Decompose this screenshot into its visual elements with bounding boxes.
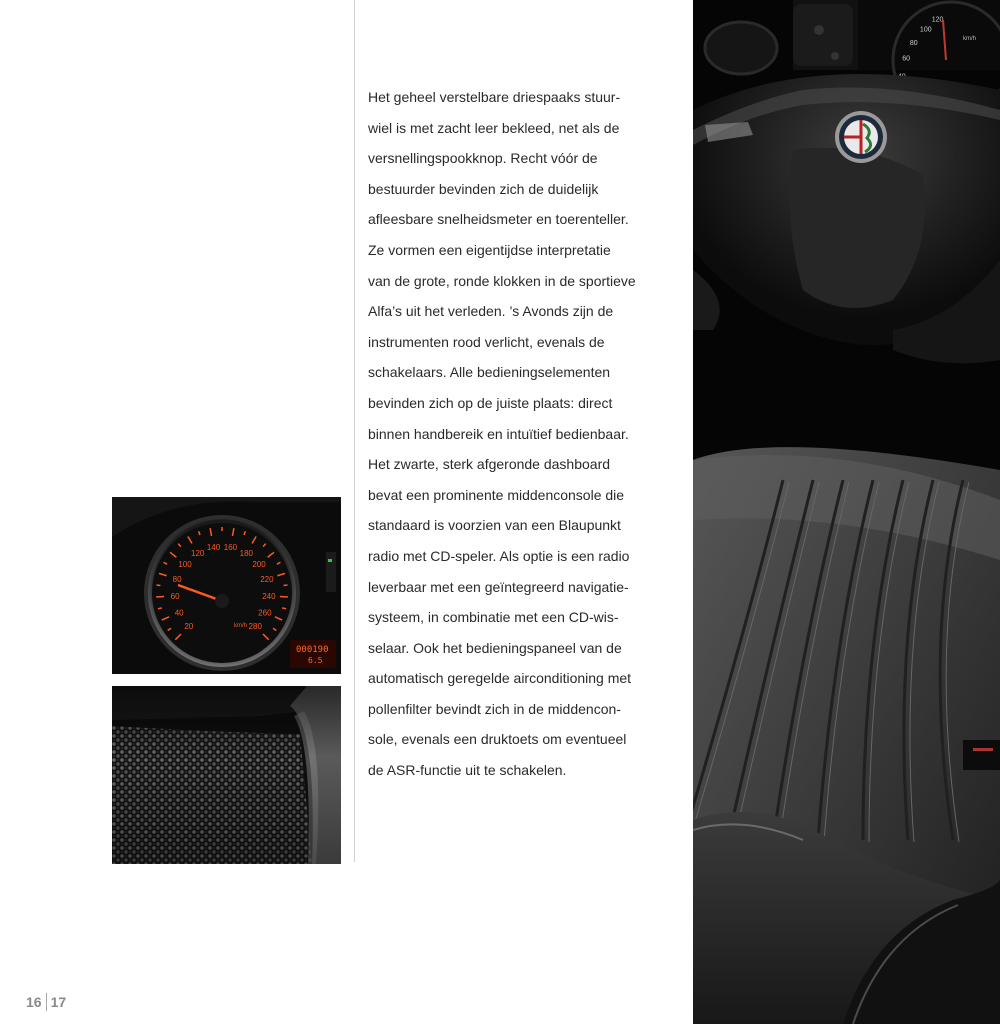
speedometer-tick-label: 120: [191, 548, 205, 558]
article-line: instrumenten rood verlicht, evenals de: [368, 333, 605, 350]
article-line: radio met CD-speler. Als optie is een radio: [368, 547, 630, 564]
speedometer-tick-label: 40: [174, 608, 184, 618]
article-line: selaar. Ook het bedieningspaneel van de: [368, 639, 622, 656]
speedometer-tick-label: 260: [258, 608, 272, 618]
article-line: Alfa’s uit het verleden. ’s Avonds zijn de: [368, 303, 614, 320]
article-body: [368, 82, 673, 786]
article-line: systeem, in combinatie met een CD-wis-: [368, 609, 619, 626]
interior-gauge-tick-label: 60: [902, 55, 911, 63]
article-line: afleesbare snelheidsmeter en toerenteller.: [368, 211, 629, 228]
speedometer-tick-label: 160: [223, 542, 238, 552]
speedometer-tick: [158, 608, 162, 609]
speedometer-tick: [282, 608, 286, 609]
speedometer-unit: km/h: [234, 623, 248, 629]
article-line: bevinden zich op de juiste plaats: direct: [368, 394, 613, 411]
speedometer-tick-label: 200: [252, 560, 266, 570]
interior-gauge-tick-label: 120: [931, 16, 944, 24]
interior-illustration: [693, 0, 1000, 1024]
interior-gauge-unit: km/h: [963, 36, 977, 42]
speedometer-photo: [112, 497, 341, 674]
speedometer-tick-label: 180: [239, 548, 253, 558]
page-number-divider: [46, 993, 47, 1011]
seat-fabric-photo: [112, 686, 341, 864]
speedometer-tick-label: 20: [184, 622, 194, 632]
article-line: standaard is voorzien van een Blaupunkt: [368, 517, 621, 534]
article-line: automatisch geregelde airconditioning met: [368, 670, 632, 687]
speedometer-tick-label: 140: [206, 542, 221, 552]
article-line: binnen handbereik en intuïtief bedienbaar.: [368, 425, 629, 442]
interior-gauge-tick-label: 100: [919, 26, 932, 34]
article-line: bestuurder bevinden zich de duidelijk: [368, 180, 599, 197]
odometer-reading: 000190: [296, 645, 329, 655]
seat-fabric-illustration: [112, 686, 341, 864]
article-line: schakelaars. Alle bedieningselementen: [368, 364, 611, 381]
speedometer-tick-label: 60: [170, 591, 180, 601]
trip-reading: 6.5: [308, 656, 323, 665]
article-line: Ze vormen een eigentijdse interpretatie: [368, 241, 611, 258]
speedometer-tick-label: 80: [172, 575, 182, 585]
speedometer-tick-label: 100: [178, 560, 192, 570]
article-line: Het zwarte, sterk afgeronde dashboard: [368, 456, 611, 473]
article-line: Het geheel verstelbare driespaaks stuur-: [368, 89, 621, 105]
article-line: pollenfilter bevindt zich in de middencon-: [368, 700, 621, 717]
article-line: bevat een prominente middenconsole die: [368, 486, 625, 503]
interior-gauge-tick-label: 80: [909, 39, 918, 47]
page-numbers: [26, 992, 66, 1012]
article-line: leverbaar met een geïntegreerd navigatie-: [368, 578, 629, 595]
article-line: de ASR-functie uit te schakelen.: [368, 762, 567, 779]
page-number-left: 16: [26, 994, 42, 1010]
speedometer-tick-label: 280: [248, 622, 262, 632]
page-number-right: 17: [50, 994, 67, 1010]
speedometer-tick-label: 240: [262, 591, 276, 601]
speedometer-illustration: [112, 497, 341, 674]
article-line: sole, evenals een druktoets om eventueel: [368, 731, 627, 748]
article-line: versnellingspookknop. Recht vóór de: [368, 150, 598, 167]
column-divider: [354, 0, 355, 862]
interior-photo: [693, 0, 1000, 1024]
speedometer-tick-label: 220: [260, 575, 274, 585]
article-line: van de grote, ronde klokken in de sportieve: [368, 272, 636, 289]
article-line: wiel is met zacht leer bekleed, net als de: [368, 119, 620, 136]
